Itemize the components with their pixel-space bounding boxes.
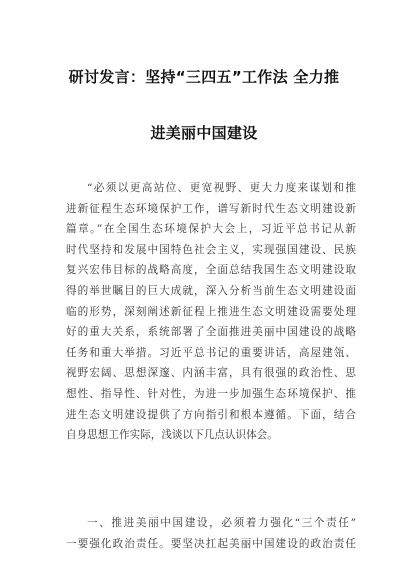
paragraph-line: 临的形势，深刻阐述新征程上推进生态文明建设需要处理	[66, 305, 356, 318]
paragraph-line: 复兴宏伟目标的战略高度，全面总结我国生态文明建设取	[66, 264, 356, 277]
paragraph-intro	[66, 178, 356, 446]
paragraph-line: 想性、指导性、针对性，为进一步加强生态环境保护、推	[66, 387, 356, 400]
paragraph-line: 任务和重大举措。习近平总书记的重要讲话，高屋建瓴、	[66, 346, 356, 359]
paragraph-line: 得的举世瞩目的巨大成就，深入分析当前生态文明建设面	[66, 284, 356, 297]
paragraph-line: 自身思想工作实际，浅谈以下几点认识体会。	[66, 429, 278, 442]
paragraph-line: 篇章。”在全国生态环境保护大会上，习近平总书记从新	[66, 223, 356, 236]
paragraph-line: 进新征程生态环境保护工作，谱写新时代生态文明建设新	[66, 202, 356, 215]
section-heading-line: 一、推进美丽中国建设，必须着力强化“三个责任”	[87, 517, 356, 529]
document-title-line-1: 研讨发言：坚持“三四五”工作法 全力推	[68, 68, 340, 86]
paragraph-line: 好的重大关系，系统部署了全面推进美丽中国建设的战略	[66, 326, 356, 339]
paragraph-line: 时代坚持和发展中国特色社会主义，实现强国建设、民族	[66, 243, 356, 256]
paragraph-line: 视野宏阔、思想深邃、内涵丰富，具有很强的政治性、思	[66, 367, 356, 380]
paragraph-line: 进生态文明建设提供了方向指引和根本遵循。下面，结合	[66, 408, 356, 421]
section-heading-paragraph	[66, 513, 356, 554]
document-title-line-2: 进美丽中国建设	[150, 124, 258, 142]
paragraph-line: 一要强化政治责任。要坚决扛起美丽中国建设的政治责任	[66, 537, 356, 550]
paragraph-line: “必须以更高站位、更宽视野、更大力度来谋划和推	[87, 182, 356, 194]
